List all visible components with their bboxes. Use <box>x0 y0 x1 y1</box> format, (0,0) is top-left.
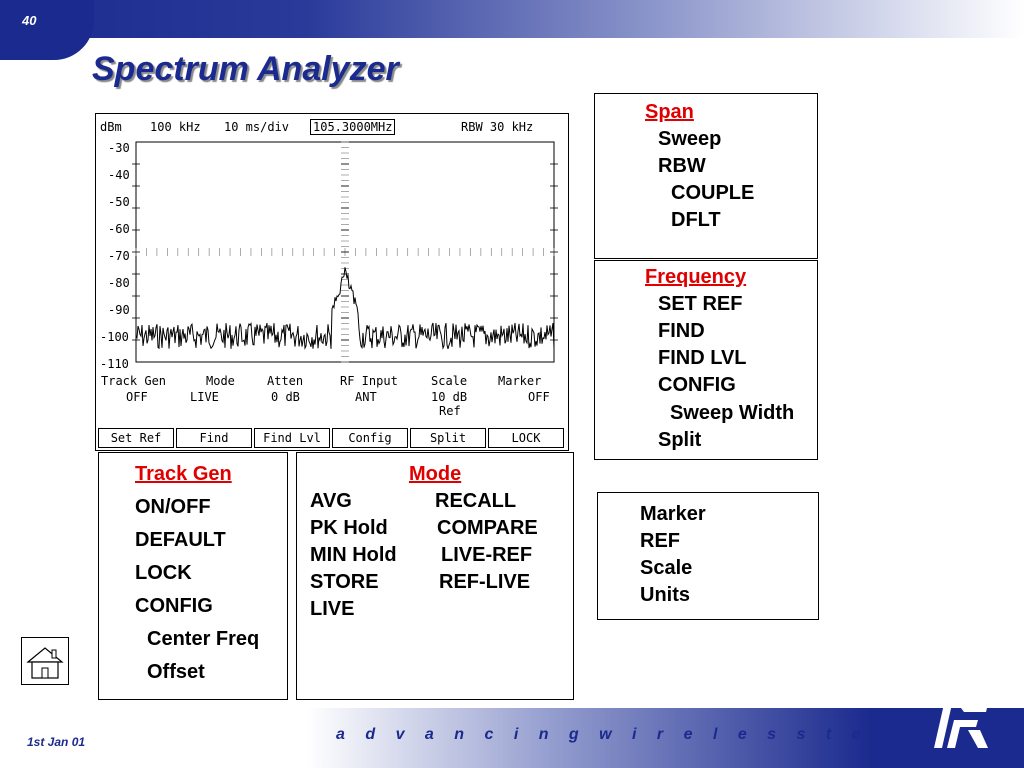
status-value: OFF <box>126 390 148 404</box>
span-menu-box <box>594 93 818 259</box>
frequency-item-split: Split <box>658 429 702 451</box>
status-value: LIVE <box>190 390 219 404</box>
y-tick-label: -80 <box>108 276 130 290</box>
marker-item-marker: Marker <box>640 503 706 525</box>
top-banner <box>0 0 1024 38</box>
status-label: Atten <box>267 374 304 388</box>
unit-label: dBm <box>100 120 122 134</box>
rbw-readout: RBW 30 kHz <box>461 120 534 134</box>
home-icon <box>22 638 68 684</box>
y-tick-label: -50 <box>108 195 130 209</box>
status-label: Scale <box>431 374 468 388</box>
spectrum-plot <box>96 114 568 450</box>
frequency-item-config: CONFIG <box>658 374 736 396</box>
y-tick-label: -90 <box>108 303 130 317</box>
softkey-button[interactable]: Split <box>410 428 486 448</box>
track-gen-item-config: CONFIG <box>135 595 213 617</box>
y-tick-label: -40 <box>108 168 130 182</box>
frequency-item-set-ref: SET REF <box>658 293 743 315</box>
page-number: 40 <box>22 13 37 28</box>
track-gen-heading: Track Gen <box>135 463 232 485</box>
mode-menu-box <box>296 452 574 700</box>
track-gen-item-center-freq: Center Freq <box>147 628 260 650</box>
status-label: Marker <box>498 374 542 388</box>
mode-item-compare: COMPARE <box>437 517 538 539</box>
sweep-readout: 10 ms/div <box>224 120 290 134</box>
mode-item-ref-live: REF-LIVE <box>439 571 531 593</box>
track-gen-item-on-off: ON/OFF <box>135 496 211 518</box>
center-frequency-readout[interactable] <box>310 119 395 135</box>
y-tick-label: -60 <box>108 222 130 236</box>
frequency-item-sweep-width: Sweep Width <box>670 402 795 424</box>
spectrum-display <box>95 113 569 451</box>
frequency-unit: MHz <box>370 120 393 134</box>
mode-item-min-hold: MIN Hold <box>310 544 397 566</box>
page-number-tab <box>0 0 94 60</box>
mode-item-live-ref: LIVE-REF <box>441 544 533 566</box>
page-title: Spectrum Analyzer <box>92 50 399 88</box>
footer-tagline: a d v a n c i n g w i r e l e s s t e s t <box>336 726 924 743</box>
softkey-button[interactable]: Find <box>176 428 252 448</box>
track-gen-item-offset: Offset <box>147 661 205 683</box>
track-gen-item-lock: LOCK <box>135 562 192 584</box>
span-item-rbw: RBW <box>658 155 706 177</box>
brand-logo <box>918 690 994 756</box>
status-value: ANT <box>355 390 377 404</box>
span-item-couple: COUPLE <box>671 182 755 204</box>
mode-heading: Mode <box>409 463 462 485</box>
mode-item-avg: AVG <box>310 490 352 512</box>
frequency-heading: Frequency <box>645 266 747 288</box>
y-tick-label: -70 <box>108 249 130 263</box>
softkey-button[interactable]: Set Ref <box>98 428 174 448</box>
status-value: OFF <box>528 390 550 404</box>
footer-date: 1st Jan 01 <box>27 735 86 749</box>
status-label: RF Input <box>340 374 398 388</box>
y-tick-label: -110 <box>100 357 129 371</box>
frequency-item-find: FIND <box>658 320 705 342</box>
mode-item-recall: RECALL <box>435 490 517 512</box>
span-item-dflt: DFLT <box>671 209 721 231</box>
center-frequency-value: 105.3000 <box>313 120 371 134</box>
softkey-button[interactable]: Find Lvl <box>254 428 330 448</box>
softkey-button[interactable]: LOCK <box>488 428 564 448</box>
y-tick-label: -30 <box>108 141 130 155</box>
track-gen-menu-box <box>98 452 288 700</box>
y-tick-label: -100 <box>100 330 129 344</box>
frequency-item-find-lvl: FIND LVL <box>658 347 747 369</box>
scale-ref-label: Ref <box>439 404 461 418</box>
home-button[interactable] <box>21 637 69 685</box>
frequency-menu-box <box>594 260 818 460</box>
span-heading: Span <box>645 101 694 123</box>
status-value: 0 dB <box>271 390 300 404</box>
track-gen-item-default: DEFAULT <box>135 529 226 551</box>
status-label: Mode <box>206 374 235 388</box>
span-readout: 100 kHz <box>150 120 201 134</box>
marker-item-scale: Scale <box>640 557 693 579</box>
marker-menu-box <box>597 492 819 620</box>
marker-item-ref: REF <box>640 530 680 552</box>
span-item-sweep: Sweep <box>658 128 722 150</box>
softkey-button[interactable]: Config <box>332 428 408 448</box>
mode-item-store: STORE <box>310 571 379 593</box>
mode-item-pk-hold: PK Hold <box>310 517 388 539</box>
marker-item-units: Units <box>640 584 690 606</box>
status-value: 10 dB <box>431 390 468 404</box>
mode-item-live: LIVE <box>310 598 355 620</box>
status-label: Track Gen <box>101 374 167 388</box>
